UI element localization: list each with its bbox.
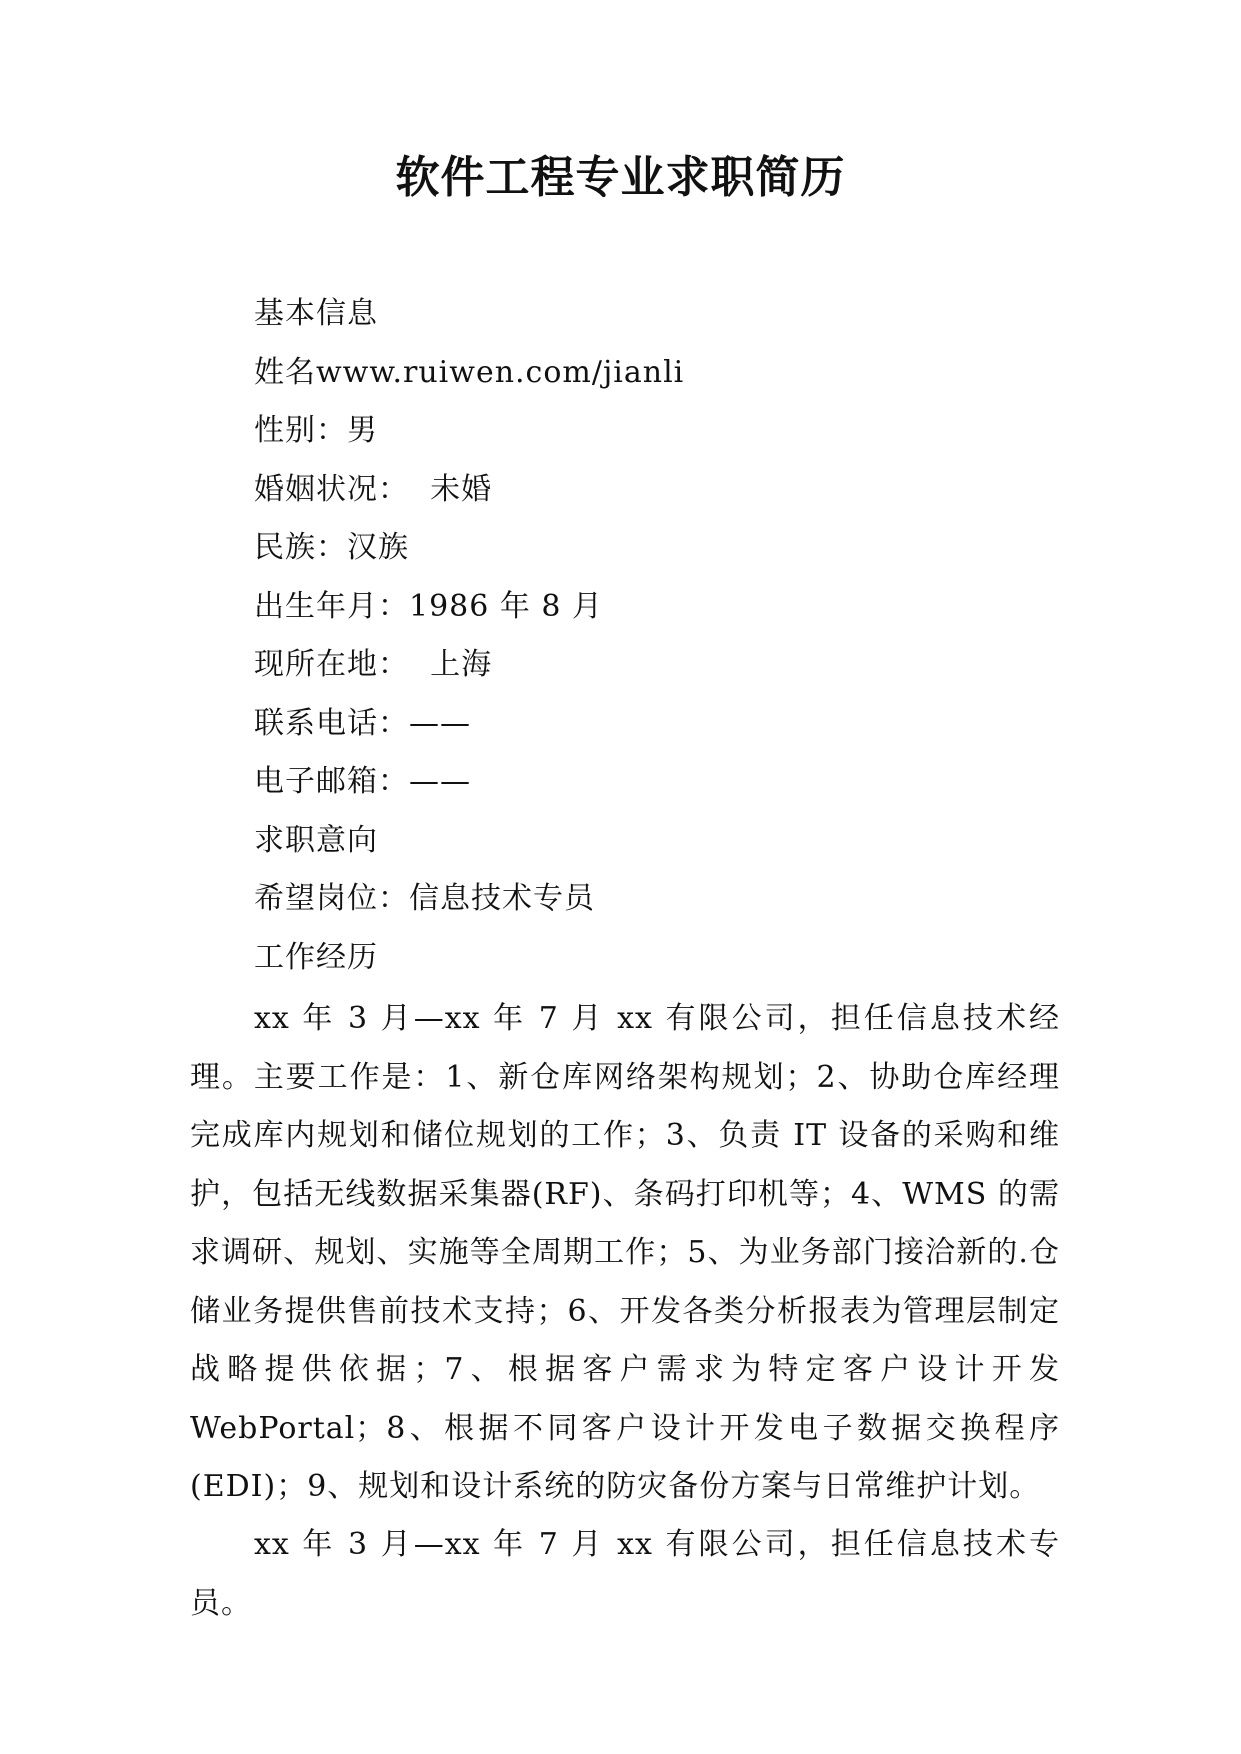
work-experience-paragraph: xx 年 3 月—xx 年 7 月 xx 有限公司，担任信息技术专员。	[190, 1527, 1060, 1621]
basic-info-list	[190, 285, 1060, 987]
info-line-ethnicity: 民族：汉族	[254, 530, 409, 565]
info-line-birth-date: 出生年月：1986 年 8 月	[254, 588, 604, 624]
document-title: 软件工程专业求职简历	[395, 152, 846, 203]
section-heading-work-experience: 工作经历	[254, 939, 378, 975]
info-line-email: 电子邮箱：——	[254, 764, 471, 799]
info-line-name: 姓名www.ruiwen.com/jianli	[254, 354, 685, 390]
work-experience-paragraph: xx 年 3 月—xx 年 7 月 xx 有限公司，担任信息技术经理。主要工作是：1、新仓库网络架构规划；2、协助仓库经理完成库内规划和储位规划的工作；3、负责 IT 设备的采购和维护，包括无线数据采集器(RF)、条码打印机等；4、WMS 的需求调研、规划、实施等全周期工作；5、为业务部门接洽新的.仓储业务提供售前技术支持；6、开发各类分析报表为管理层制定战略提供依据；7、根据客户需求为特定客户设计开发 WebPortal；8、根据不同客户设计开发电子数据交换程序(EDI)；9、规划和设计系统的防灾备份方案与日常维护计划。	[190, 1001, 1060, 1504]
info-line-gender: 性别：男	[254, 413, 378, 448]
info-line-location: 现所在地： 上海	[254, 647, 493, 682]
info-line-phone: 联系电话：——	[254, 705, 471, 741]
info-line-marital-status: 婚姻状况： 未婚	[254, 471, 493, 507]
section-heading-basic-info: 基本信息	[254, 296, 378, 331]
info-line-desired-position: 希望岗位：信息技术专员	[254, 881, 595, 916]
section-heading-job-intention: 求职意向	[254, 822, 378, 858]
